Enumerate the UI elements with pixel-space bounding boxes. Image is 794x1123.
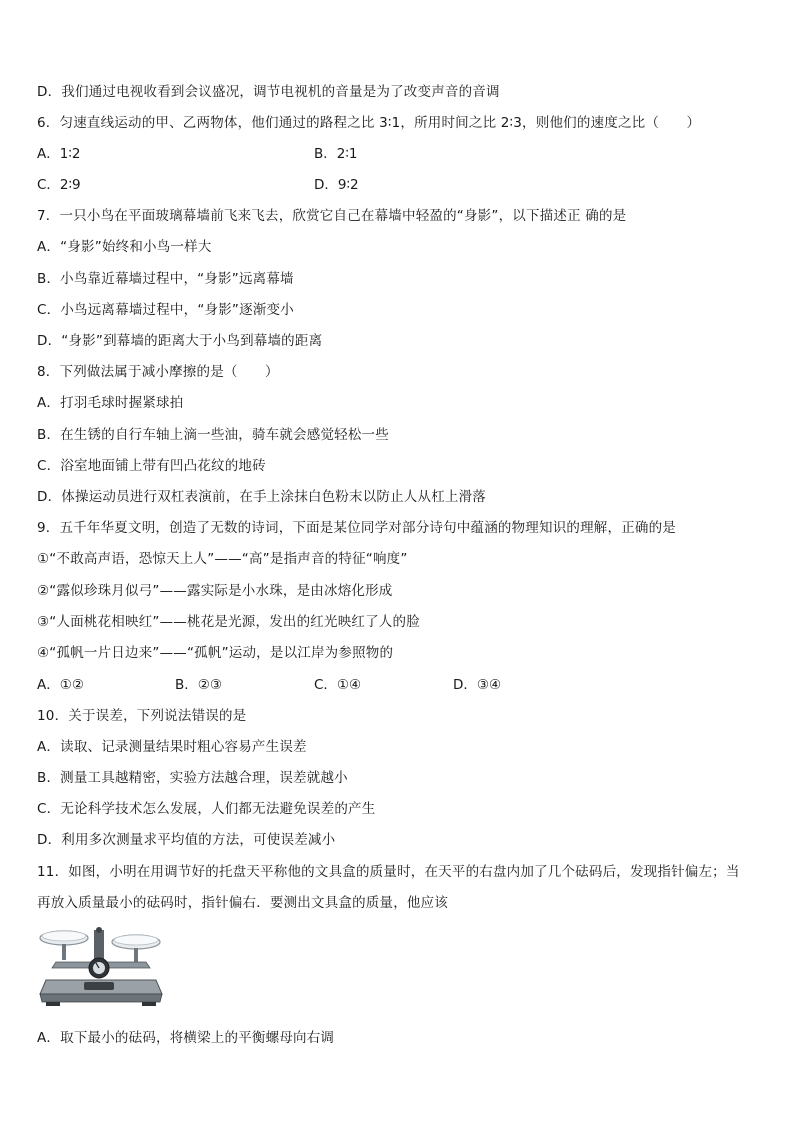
q9-statement-2: ②“露似珍珠月似弓”——露实际是小水珠，是由冰熔化形成: [37, 583, 393, 599]
q7-option-b: B．小鸟靠近幕墙过程中，“身影”远离幕墙: [37, 271, 294, 287]
balance-scale-image: [36, 924, 166, 1008]
q10-option-c: C．无论科学技术怎么发展，人们都无法避免误差的产生: [37, 801, 376, 817]
q8-option-d: D．体操运动员进行双杠表演前，在手上涂抹白色粉末以防止人从杠上滑落: [37, 489, 486, 505]
q8-option-c: C．浴室地面铺上带有凹凸花纹的地砖: [37, 458, 266, 474]
q11-option-a: A．取下最小的砝码，将横梁上的平衡螺母向右调: [37, 1030, 335, 1046]
q11-stem-line2: 再放入质量最小的砝码时，指针偏右．要测出文具盒的质量，他应该: [37, 895, 448, 911]
q9-statement-3: ③“人面桃花相映红”——桃花是光源，发出的红光映红了人的脸: [37, 614, 420, 630]
q10-option-d: D．利用多次测量求平均值的方法，可使误差减小: [37, 832, 336, 848]
q6-stem: 6．匀速直线运动的甲、乙两物体，他们通过的路程之比 3∶1，所用时间之比 2∶3，则他们的速度之比（ ）: [37, 115, 701, 131]
q9-statement-4: ④“孤帆一片日边来”——“孤帆”运动，是以江岸为参照物的: [37, 645, 394, 661]
q10-option-b: B．测量工具越精密，实验方法越合理，误差就越小: [37, 770, 348, 786]
q7-option-c: C．小鸟远离幕墙过程中，“身影”逐渐变小: [37, 302, 294, 318]
q8-option-a: A．打羽毛球时握紧球拍: [37, 395, 184, 411]
q10-option-a: A．读取、记录测量结果时粗心容易产生误差: [37, 739, 307, 755]
q9-stem: 9．五千年华夏文明，创造了无数的诗词，下面是某位同学对部分诗句中蕴涵的物理知识的理解，正确的是: [37, 520, 676, 536]
q8-option-b: B．在生锈的自行车轴上滴一些油，骑车就会感觉轻松一些: [37, 427, 389, 443]
q9-statement-1: ①“不敢高声语，恐惊天上人”——“高”是指声音的特征“响度”: [37, 551, 408, 567]
q9-option-c: C．①④: [314, 677, 362, 693]
q5-option-d: D．我们通过电视收看到会议盛况，调节电视机的音量是为了改变声音的音调: [37, 84, 500, 100]
q6-option-d: D．9∶2: [314, 177, 359, 193]
q6-option-b: B．2∶1: [314, 146, 358, 162]
q9-option-d: D．③④: [453, 677, 502, 693]
q9-option-a: A．①②: [37, 677, 84, 693]
q6-option-c: C．2∶9: [37, 177, 81, 193]
q7-option-a: A．“身影”始终和小鸟一样大: [37, 239, 212, 255]
q9-option-b: B．②③: [175, 677, 222, 693]
q6-option-a: A．1∶2: [37, 146, 81, 162]
q10-stem: 10．关于误差，下列说法错误的是: [37, 708, 247, 724]
q7-stem: 7．一只小鸟在平面玻璃幕墙前飞来飞去，欣赏它自己在幕墙中轻盈的“身影”，以下描述正 确的是: [37, 208, 627, 224]
q11-stem-line1: 11．如图，小明在用调节好的托盘天平称他的文具盒的质量时，在天平的右盘内加了几个砝码后，发现指针偏左；当: [37, 864, 740, 880]
q8-stem: 8．下列做法属于减小摩擦的是（ ）: [37, 364, 279, 380]
q7-option-d: D．“身影”到幕墙的距离大于小鸟到幕墙的距离: [37, 333, 323, 349]
